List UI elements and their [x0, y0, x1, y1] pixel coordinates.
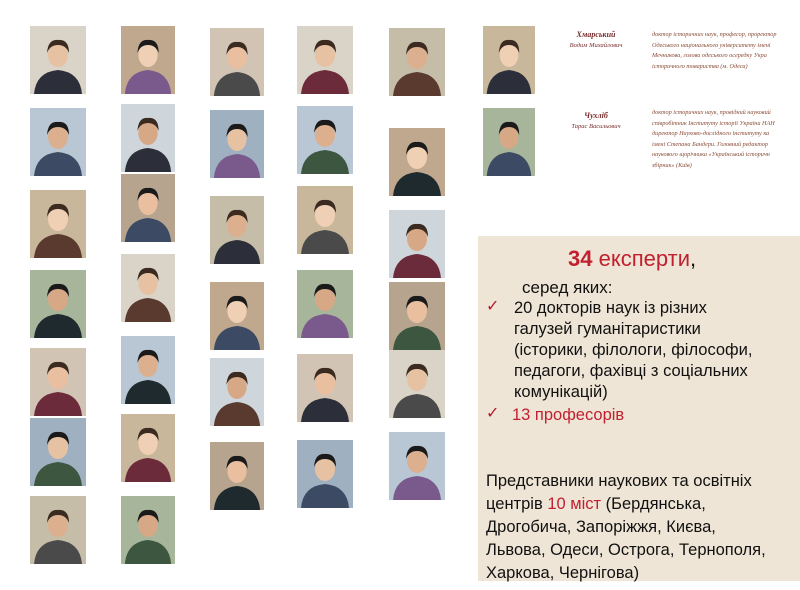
- expert-name-chukhlib: [556, 111, 636, 130]
- expert-portrait: [297, 440, 353, 508]
- expert-surname: Хмарський: [576, 30, 616, 39]
- expert-portrait: [389, 210, 445, 278]
- reps-city-first: (Бердянська,: [601, 495, 706, 513]
- expert-portrait: [121, 104, 175, 172]
- expert-portrait: [297, 26, 353, 94]
- expert-portrait: [483, 26, 535, 94]
- expert-bio-chukhlib: [652, 108, 800, 171]
- bio-line: імені Степана Бандери. Головний редактор: [652, 140, 768, 148]
- bio-line: директор Науково-дослідного інституту ка: [652, 130, 770, 137]
- bullet-line: 20 докторів наук із різних: [514, 299, 707, 317]
- reps-centers: центрів: [486, 495, 548, 513]
- expert-portrait: [30, 108, 86, 176]
- bullet-line: комунікацій): [514, 383, 608, 401]
- expert-portrait: [210, 442, 264, 510]
- expert-portrait: [30, 26, 86, 94]
- expert-portrait: [121, 26, 175, 94]
- bio-line: доктор історичних наук, провідний науковий: [652, 109, 771, 116]
- expert-portrait: [121, 336, 175, 404]
- expert-portrait: [297, 270, 353, 338]
- expert-portrait: [121, 496, 175, 564]
- reps-line: Харкова, Чернігова): [486, 564, 640, 582]
- expert-portrait: [389, 128, 445, 196]
- expert-portrait: [121, 414, 175, 482]
- expert-portrait: [297, 354, 353, 422]
- bullet-line: (історики, філологи, філософи,: [514, 341, 753, 359]
- expert-given-name: Водим Михайлович: [569, 42, 623, 49]
- expert-portrait: [389, 432, 445, 500]
- bio-line: історичного товариства (м. Одеса): [652, 62, 748, 70]
- bio-line: наукового щорічника «Український історичн: [652, 151, 770, 158]
- checkmark-icon: ✓: [486, 298, 500, 315]
- expert-portrait: [297, 186, 353, 254]
- expert-portrait: [30, 270, 86, 338]
- checkmark-icon: ✓: [486, 405, 500, 422]
- expert-portrait: [30, 496, 86, 564]
- expert-name-khmarskyi: [556, 30, 636, 49]
- representatives-text: [486, 470, 766, 585]
- experts-count: 34: [568, 246, 593, 271]
- reps-line: [486, 493, 766, 516]
- expert-portrait: [389, 350, 445, 418]
- bullet-line: педагоги, фахівці з соціальних: [514, 362, 748, 380]
- bio-line: збірник» (Київ): [652, 161, 692, 169]
- summary-panel: [478, 236, 800, 581]
- experts-word: експерти: [598, 246, 690, 271]
- bio-line: співробітник Інституту історії України НАН: [652, 119, 775, 127]
- bio-line: доктор історичних наук, професор, проректор: [652, 31, 777, 38]
- experts-headline: [568, 246, 696, 272]
- expert-portrait: [121, 174, 175, 242]
- expert-portrait: [30, 418, 86, 486]
- expert-portrait: [210, 358, 264, 426]
- expert-portrait: [30, 348, 86, 416]
- bio-line: Мечникова, голова одеського осередку Укра: [652, 52, 767, 59]
- expert-portrait: [389, 28, 445, 96]
- expert-given-name: Тарас Васильович: [571, 123, 621, 130]
- professors-bullet: 13 професорів: [512, 406, 625, 424]
- expert-portrait: [210, 28, 264, 96]
- expert-portrait: [210, 282, 264, 350]
- bio-line: Одеського національного університету імені: [652, 41, 771, 49]
- reps-city-count: 10 міст: [547, 495, 602, 513]
- among-label: серед яких:: [522, 278, 613, 297]
- bullet-line: галузей гуманітаристики: [514, 320, 701, 338]
- expert-portrait: [210, 196, 264, 264]
- expert-bio-khmarskyi: [652, 30, 800, 72]
- expert-portrait: [30, 190, 86, 258]
- expert-surname: Чухліб: [584, 111, 608, 120]
- reps-line: Львова, Одеси, Острога, Тернополя,: [486, 541, 766, 559]
- reps-line: Дрогобича, Запоріжжя, Києва,: [486, 518, 716, 536]
- headline-comma: ,: [689, 246, 697, 271]
- expert-portrait: [483, 108, 535, 176]
- expert-portrait: [389, 282, 445, 350]
- expert-portrait: [297, 106, 353, 174]
- expert-portrait: [121, 254, 175, 322]
- reps-line: Представники наукових та освітніх: [486, 472, 752, 490]
- expert-portrait: [210, 110, 264, 178]
- doctors-bullet: [514, 298, 752, 403]
